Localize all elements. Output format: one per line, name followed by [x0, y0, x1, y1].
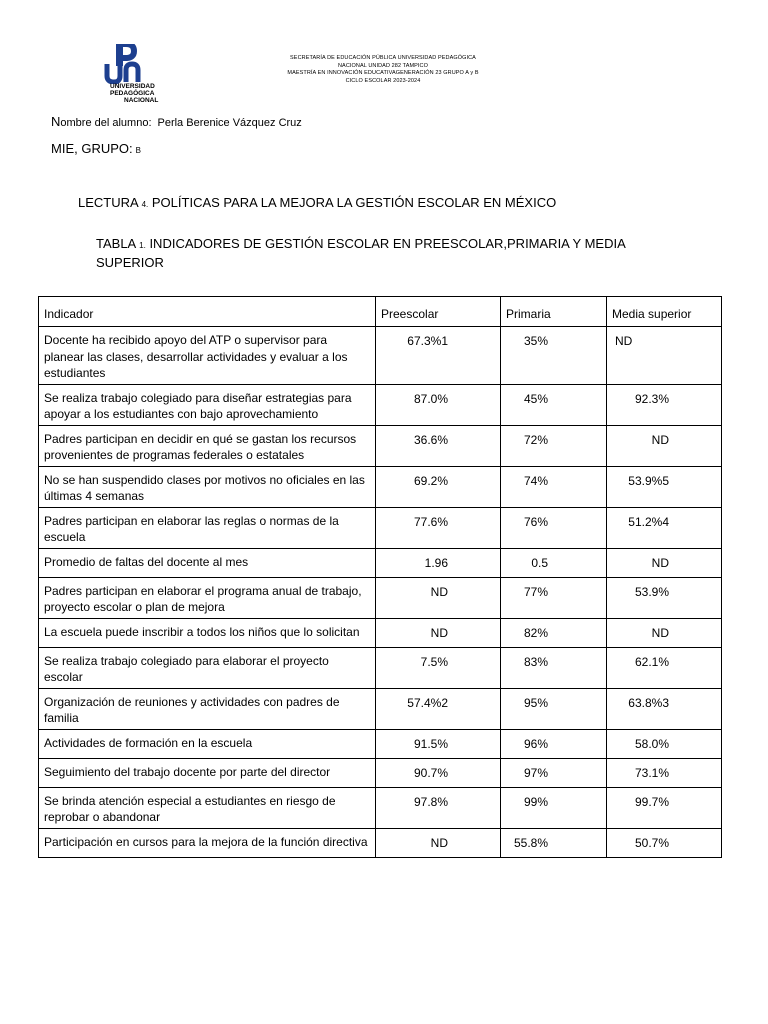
- cell-indicador: Promedio de faltas del docente al mes: [39, 548, 376, 577]
- cell-primaria: 55.8%: [501, 828, 607, 857]
- cell-preescolar: 90.7%: [376, 758, 501, 787]
- table-row: [39, 425, 722, 466]
- header-media-superior: Media superior: [607, 297, 722, 327]
- cell-media-superior: ND: [607, 618, 722, 647]
- table-row: [39, 828, 722, 857]
- cell-primaria: 99%: [501, 787, 607, 828]
- institution-header: SECRETARÍA DE EDUCACIÓN PÚBLICA UNIVERSIDAD PEDAGÓGICA NACIONAL UNIDAD 282 TAMPICO MAESTRÍA EN INNOVACIÓN EDUCATIVAGENERACIÓN 23 GRUPO A y B CICLO ESCOLAR 2023-2024: [287, 55, 479, 84]
- table-row: [39, 647, 722, 688]
- table-row: [39, 618, 722, 647]
- cell-primaria: 72%: [501, 425, 607, 466]
- cell-media-superior: 92.3%: [607, 384, 722, 425]
- cell-primaria: 96%: [501, 729, 607, 758]
- cell-indicador: Padres participan en elaborar el programa anual de trabajo, proyecto escolar o plan de mejora: [39, 577, 376, 618]
- cell-indicador: Se realiza trabajo colegiado para diseñar estrategias para apoyar a los estudiantes con bajo aprovechamiento: [39, 384, 376, 425]
- upn-emblem-icon: [104, 44, 180, 84]
- cell-media-superior: 53.9%5: [607, 466, 722, 507]
- cell-preescolar: 77.6%: [376, 507, 501, 548]
- cell-indicador: Participación en cursos para la mejora de la función directiva: [39, 828, 376, 857]
- logo-wordmark: UNIVERSIDAD PEDAGÓGICA NACIONAL: [110, 83, 159, 104]
- table-row: [39, 327, 722, 385]
- student-name: Perla Berenice Vázquez Cruz: [157, 117, 302, 129]
- cell-preescolar: 91.5%: [376, 729, 501, 758]
- cell-primaria: 76%: [501, 507, 607, 548]
- cell-media-superior: 62.1%: [607, 647, 722, 688]
- table-row: [39, 577, 722, 618]
- cell-media-superior: 53.9%: [607, 577, 722, 618]
- cell-indicador: Actividades de formación en la escuela: [39, 729, 376, 758]
- table-row: [39, 758, 722, 787]
- cell-media-superior: 73.1%: [607, 758, 722, 787]
- cell-media-superior: 51.2%4: [607, 507, 722, 548]
- cell-primaria: 82%: [501, 618, 607, 647]
- cell-preescolar: ND: [376, 828, 501, 857]
- cell-primaria: 74%: [501, 466, 607, 507]
- table-title: TABLA 1. INDICADORES DE GESTIÓN ESCOLAR EN PREESCOLAR,PRIMARIA Y MEDIA SUPERIOR: [96, 236, 626, 270]
- cell-preescolar: ND: [376, 618, 501, 647]
- cell-media-superior: 50.7%: [607, 828, 722, 857]
- cell-primaria: 83%: [501, 647, 607, 688]
- header-primaria: Primaria: [501, 297, 607, 327]
- cell-primaria: 35%: [501, 327, 607, 385]
- student-name-line: Nombre del alumno: Perla Berenice Vázquez Cruz: [51, 114, 302, 129]
- cell-media-superior: 99.7%: [607, 787, 722, 828]
- cell-indicador: Padres participan en elaborar las reglas o normas de la escuela: [39, 507, 376, 548]
- cell-media-superior: 63.8%3: [607, 688, 722, 729]
- cell-preescolar: ND: [376, 577, 501, 618]
- table-row: [39, 548, 722, 577]
- group-line: MIE, GRUPO: B: [51, 141, 141, 156]
- cell-preescolar: 67.3%1: [376, 327, 501, 385]
- cell-preescolar: 36.6%: [376, 425, 501, 466]
- cell-media-superior: ND: [607, 425, 722, 466]
- cell-indicador: No se han suspendido clases por motivos no oficiales en las últimas 4 semanas: [39, 466, 376, 507]
- cell-indicador: Se brinda atención especial a estudiantes en riesgo de reprobar o abandonar: [39, 787, 376, 828]
- cell-indicador: La escuela puede inscribir a todos los niños que lo solicitan: [39, 618, 376, 647]
- cell-preescolar: 69.2%: [376, 466, 501, 507]
- cell-primaria: 45%: [501, 384, 607, 425]
- upn-logo: [104, 44, 180, 106]
- cell-indicador: Se realiza trabajo colegiado para elaborar el proyecto escolar: [39, 647, 376, 688]
- cell-media-superior: ND: [607, 327, 722, 385]
- header-preescolar: Preescolar: [376, 297, 501, 327]
- cell-preescolar: 97.8%: [376, 787, 501, 828]
- table-row: [39, 787, 722, 828]
- cell-media-superior: ND: [607, 548, 722, 577]
- table-row: [39, 507, 722, 548]
- table-header-row: [39, 297, 722, 327]
- indicators-table: [38, 296, 722, 858]
- cell-preescolar: 1.96: [376, 548, 501, 577]
- cell-preescolar: 57.4%2: [376, 688, 501, 729]
- cell-preescolar: 87.0%: [376, 384, 501, 425]
- header-indicador: Indicador: [39, 297, 376, 327]
- cell-indicador: Docente ha recibido apoyo del ATP o supervisor para planear las clases, desarrollar actividades y evaluar a los estudiantes: [39, 327, 376, 385]
- table-row: [39, 466, 722, 507]
- reading-title: LECTURA 4. POLÍTICAS PARA LA MEJORA LA GESTIÓN ESCOLAR EN MÉXICO: [78, 195, 557, 210]
- table-row: [39, 729, 722, 758]
- table-body: [39, 327, 722, 858]
- cell-primaria: 97%: [501, 758, 607, 787]
- cell-indicador: Seguimiento del trabajo docente por parte del director: [39, 758, 376, 787]
- cell-indicador: Padres participan en decidir en qué se gastan los recursos provenientes de programas federales o estatales: [39, 425, 376, 466]
- table-row: [39, 384, 722, 425]
- cell-media-superior: 58.0%: [607, 729, 722, 758]
- cell-preescolar: 7.5%: [376, 647, 501, 688]
- cell-indicador: Organización de reuniones y actividades con padres de familia: [39, 688, 376, 729]
- cell-primaria: 95%: [501, 688, 607, 729]
- cell-primaria: 0.5: [501, 548, 607, 577]
- table-row: [39, 688, 722, 729]
- cell-primaria: 77%: [501, 577, 607, 618]
